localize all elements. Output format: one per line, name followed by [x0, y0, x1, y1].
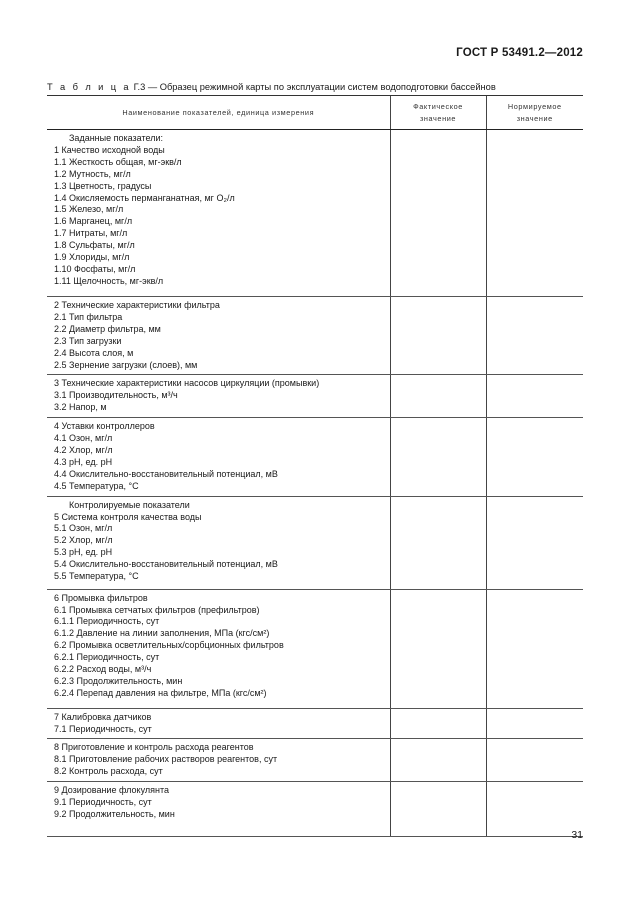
normative-value-cell[interactable] — [486, 739, 583, 782]
table-header-row — [47, 96, 583, 130]
normative-value-cell[interactable] — [486, 130, 583, 297]
indicator-line: 6.2.4 Перепад давления на фильтре, МПа (кгс/см²) — [54, 687, 267, 698]
table-row — [47, 375, 583, 418]
table-row — [47, 297, 583, 375]
section-heading: Заданные показатели: — [69, 133, 163, 143]
indicator-line: 6.2.2 Расход воды, м³/ч — [54, 664, 152, 675]
table-row — [47, 739, 583, 782]
indicator-line: 1.6 Марганец, мг/л — [54, 216, 133, 227]
indicator-line: 6 Промывка фильтров — [54, 592, 148, 603]
indicator-cell — [47, 496, 390, 589]
indicator-line: 6.1.1 Периодичность, сут — [54, 616, 160, 627]
indicator-line: 2.5 Зернение загрузки (слоев), мм — [54, 359, 198, 370]
column-header-actual — [390, 96, 486, 130]
normative-value-cell[interactable] — [486, 496, 583, 589]
indicator-line: 8.1 Приготовление рабочих растворов реагентов, сут — [54, 754, 278, 765]
actual-value-cell[interactable] — [390, 418, 486, 496]
actual-value-cell[interactable] — [390, 130, 486, 297]
indicator-line: 4 Уставки контроллеров — [54, 421, 155, 432]
actual-value-cell[interactable] — [390, 739, 486, 782]
indicator-line: 5.3 pH, ед. pH — [54, 547, 113, 558]
column-header-actual-text: Фактическое значение — [413, 101, 463, 123]
normative-value-cell[interactable] — [486, 297, 583, 375]
table-row — [47, 589, 583, 708]
table-caption-label: Т а б л и ц а — [47, 82, 131, 92]
indicator-line: 5.5 Температура, °C — [54, 571, 139, 582]
column-header-normative-text: Нормируемое значение — [507, 101, 562, 123]
indicator-cell — [47, 708, 390, 739]
indicator-line: 4.2 Хлор, мг/л — [54, 444, 113, 455]
actual-value-cell[interactable] — [390, 782, 486, 837]
indicator-line: 5.1 Озон, мг/л — [54, 523, 113, 534]
indicator-cell — [47, 297, 390, 375]
operating-map-table — [47, 95, 583, 837]
table-row — [47, 496, 583, 589]
normative-value-cell[interactable] — [486, 782, 583, 837]
indicator-line: 2.2 Диаметр фильтра, мм — [54, 323, 161, 334]
indicator-cell — [47, 375, 390, 418]
indicator-cell — [47, 130, 390, 297]
actual-value-cell[interactable] — [390, 375, 486, 418]
indicator-line: 1.11 Щелочность, мг-экв/л — [54, 275, 164, 286]
table-row — [47, 782, 583, 837]
indicator-line: 3.2 Напор, м — [54, 402, 107, 413]
indicator-line: 2.1 Тип фильтра — [54, 311, 123, 322]
table-row — [47, 418, 583, 496]
document-code: ГОСТ Р 53491.2—2012 — [456, 47, 583, 59]
indicator-line: 1.1 Жесткость общая, мг-экв/л — [54, 156, 182, 167]
indicator-line: 2.4 Высота слоя, м — [54, 347, 134, 358]
indicator-line: 4.1 Озон, мг/л — [54, 433, 113, 444]
indicator-line: 7 Калибровка датчиков — [54, 711, 152, 722]
normative-value-cell[interactable] — [486, 418, 583, 496]
actual-value-cell[interactable] — [390, 297, 486, 375]
actual-value-cell[interactable] — [390, 496, 486, 589]
indicator-line: 4.5 Температура, °C — [54, 480, 139, 491]
indicator-line: 1.7 Нитраты, мг/л — [54, 228, 128, 239]
indicator-line: 2.3 Тип загрузки — [54, 335, 122, 346]
indicator-line: 2 Технические характеристики фильтра — [54, 300, 220, 310]
indicator-line: 3 Технические характеристики насосов циркуляции (промывки) — [54, 378, 320, 389]
indicator-line: 7.1 Периодичность, сут — [54, 723, 152, 734]
indicator-line: 8 Приготовление и контроль расхода реагентов — [54, 742, 254, 753]
indicator-line: 5.2 Хлор, мг/л — [54, 535, 113, 546]
indicator-line: 6.1.2 Давление на линии заполнения, МПа (кгс/см²) — [54, 628, 270, 639]
actual-value-cell[interactable] — [390, 708, 486, 739]
indicator-line: 6.2.3 Продолжительность, мин — [54, 675, 183, 686]
indicator-line: 1 Качество исходной воды — [54, 144, 165, 155]
indicator-line: 1.5 Железо, мг/л — [54, 204, 124, 215]
indicator-line: 9.2 Продолжительность, мин — [54, 808, 175, 819]
indicator-cell — [47, 782, 390, 837]
table-caption — [47, 82, 496, 92]
actual-value-cell[interactable] — [390, 589, 486, 708]
column-header-normative — [486, 96, 583, 130]
section-heading: Контролируемые показатели — [69, 499, 190, 510]
indicator-line: 6.2.1 Периодичность, сут — [54, 652, 160, 663]
indicator-line: 5.4 Окислительно-восстановительный потенциал, мВ — [54, 559, 278, 570]
indicator-line: 6.1 Промывка сетчатых фильтров (префильтров) — [54, 604, 260, 615]
indicator-line: 9.1 Периодичность, сут — [54, 797, 152, 808]
indicator-line: 5 Система контроля качества воды — [54, 511, 202, 522]
indicator-line: 6.2 Промывка осветлительных/сорбционных фильтров — [54, 640, 284, 651]
indicator-line: 8.2 Контроль расхода, сут — [54, 766, 163, 777]
indicator-line: 1.4 Окисляемость перманганатная, мг O₂/л — [54, 192, 235, 203]
normative-value-cell[interactable] — [486, 589, 583, 708]
column-header-indicator: Наименование показателей, единица измерения — [47, 96, 390, 130]
indicator-cell — [47, 589, 390, 708]
indicator-line: 4.4 Окислительно-восстановительный потенциал, мВ — [54, 468, 278, 479]
indicator-cell — [47, 739, 390, 782]
normative-value-cell[interactable] — [486, 708, 583, 739]
indicator-line: 1.3 Цветность, градусы — [54, 180, 152, 191]
table-body — [47, 130, 583, 837]
indicator-line: 3.1 Производительность, м³/ч — [54, 390, 178, 401]
indicator-line: 9 Дозирование флокулянта — [54, 785, 169, 796]
indicator-cell — [47, 418, 390, 496]
indicator-line: 4.3 pH, ед. pH — [54, 456, 113, 467]
indicator-line: 1.8 Сульфаты, мг/л — [54, 240, 135, 251]
indicator-line: 1.2 Мутность, мг/л — [54, 168, 131, 179]
table-row — [47, 708, 583, 739]
indicator-line: 1.9 Хлориды, мг/л — [54, 252, 130, 263]
indicator-line: 1.10 Фосфаты, мг/л — [54, 263, 136, 274]
page-number: 31 — [571, 829, 583, 841]
table-row — [47, 130, 583, 297]
table-caption-text: Г.3 — Образец режимной карты по эксплуатации систем водоподготовки бассейнов — [133, 82, 496, 92]
normative-value-cell[interactable] — [486, 375, 583, 418]
